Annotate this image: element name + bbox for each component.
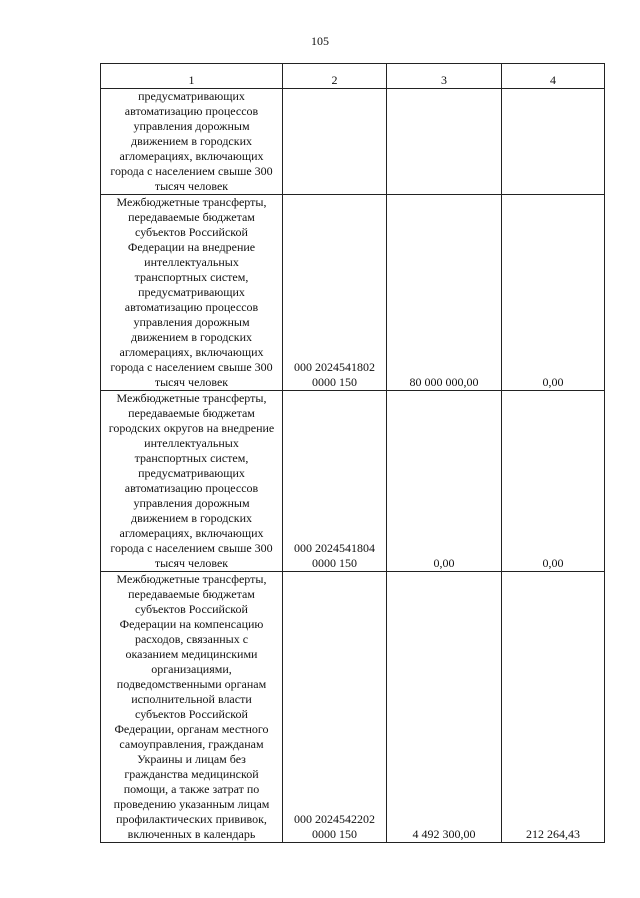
row-description: Межбюджетные трансферты, передаваемые бюджетам городских округов на внедрение интеллектуальных транспортных систем, предусматривающих автоматизацию процессов управления дорожным движением в городских агломерациях, включающих города с населением свыше 300 тысяч человек (101, 391, 283, 572)
row-code (283, 89, 387, 195)
row-code: 000 2024541804 0000 150 (283, 391, 387, 572)
row-value-col4: 0,00 (502, 195, 605, 391)
row-value-col3 (387, 89, 502, 195)
row-value-col3: 80 000 000,00 (387, 195, 502, 391)
table-row (101, 391, 605, 572)
table-row (101, 89, 605, 195)
column-header-2: 2 (283, 64, 387, 89)
budget-table (100, 63, 605, 843)
row-description: Межбюджетные трансферты, передаваемые бюджетам субъектов Российской Федерации на внедрение интеллектуальных транспортных систем, предусматривающих автоматизацию процессов управления дорожным движением в городских агломерациях, включающих города с населением свыше 300 тысяч человек (101, 195, 283, 391)
row-code: 000 2024541802 0000 150 (283, 195, 387, 391)
page-number: 105 (311, 34, 329, 48)
row-value-col3: 0,00 (387, 391, 502, 572)
row-value-col4: 0,00 (502, 391, 605, 572)
table-header-row (101, 64, 605, 89)
column-header-3: 3 (387, 64, 502, 89)
table-row (101, 572, 605, 843)
row-value-col4 (502, 89, 605, 195)
column-header-4: 4 (502, 64, 605, 89)
row-description: предусматривающих автоматизацию процессов управления дорожным движением в городских агломерациях, включающих города с населением свыше 300 тысяч человек (101, 89, 283, 195)
row-value-col4: 212 264,43 (502, 572, 605, 843)
column-header-1: 1 (101, 64, 283, 89)
row-description: Межбюджетные трансферты, передаваемые бюджетам субъектов Российской Федерации на компенсацию расходов, связанных с оказанием медицинскими организациями, подведомственными органам исполнительной власти субъектов Российской Федерации, органам местного самоуправления, гражданам Украины и лицам без гражданства медицинской помощи, а также затрат по проведению указанным лицам профилактических прививок, включенных в календарь (101, 572, 283, 843)
row-value-col3: 4 492 300,00 (387, 572, 502, 843)
row-code: 000 2024542202 0000 150 (283, 572, 387, 843)
table-row (101, 195, 605, 391)
